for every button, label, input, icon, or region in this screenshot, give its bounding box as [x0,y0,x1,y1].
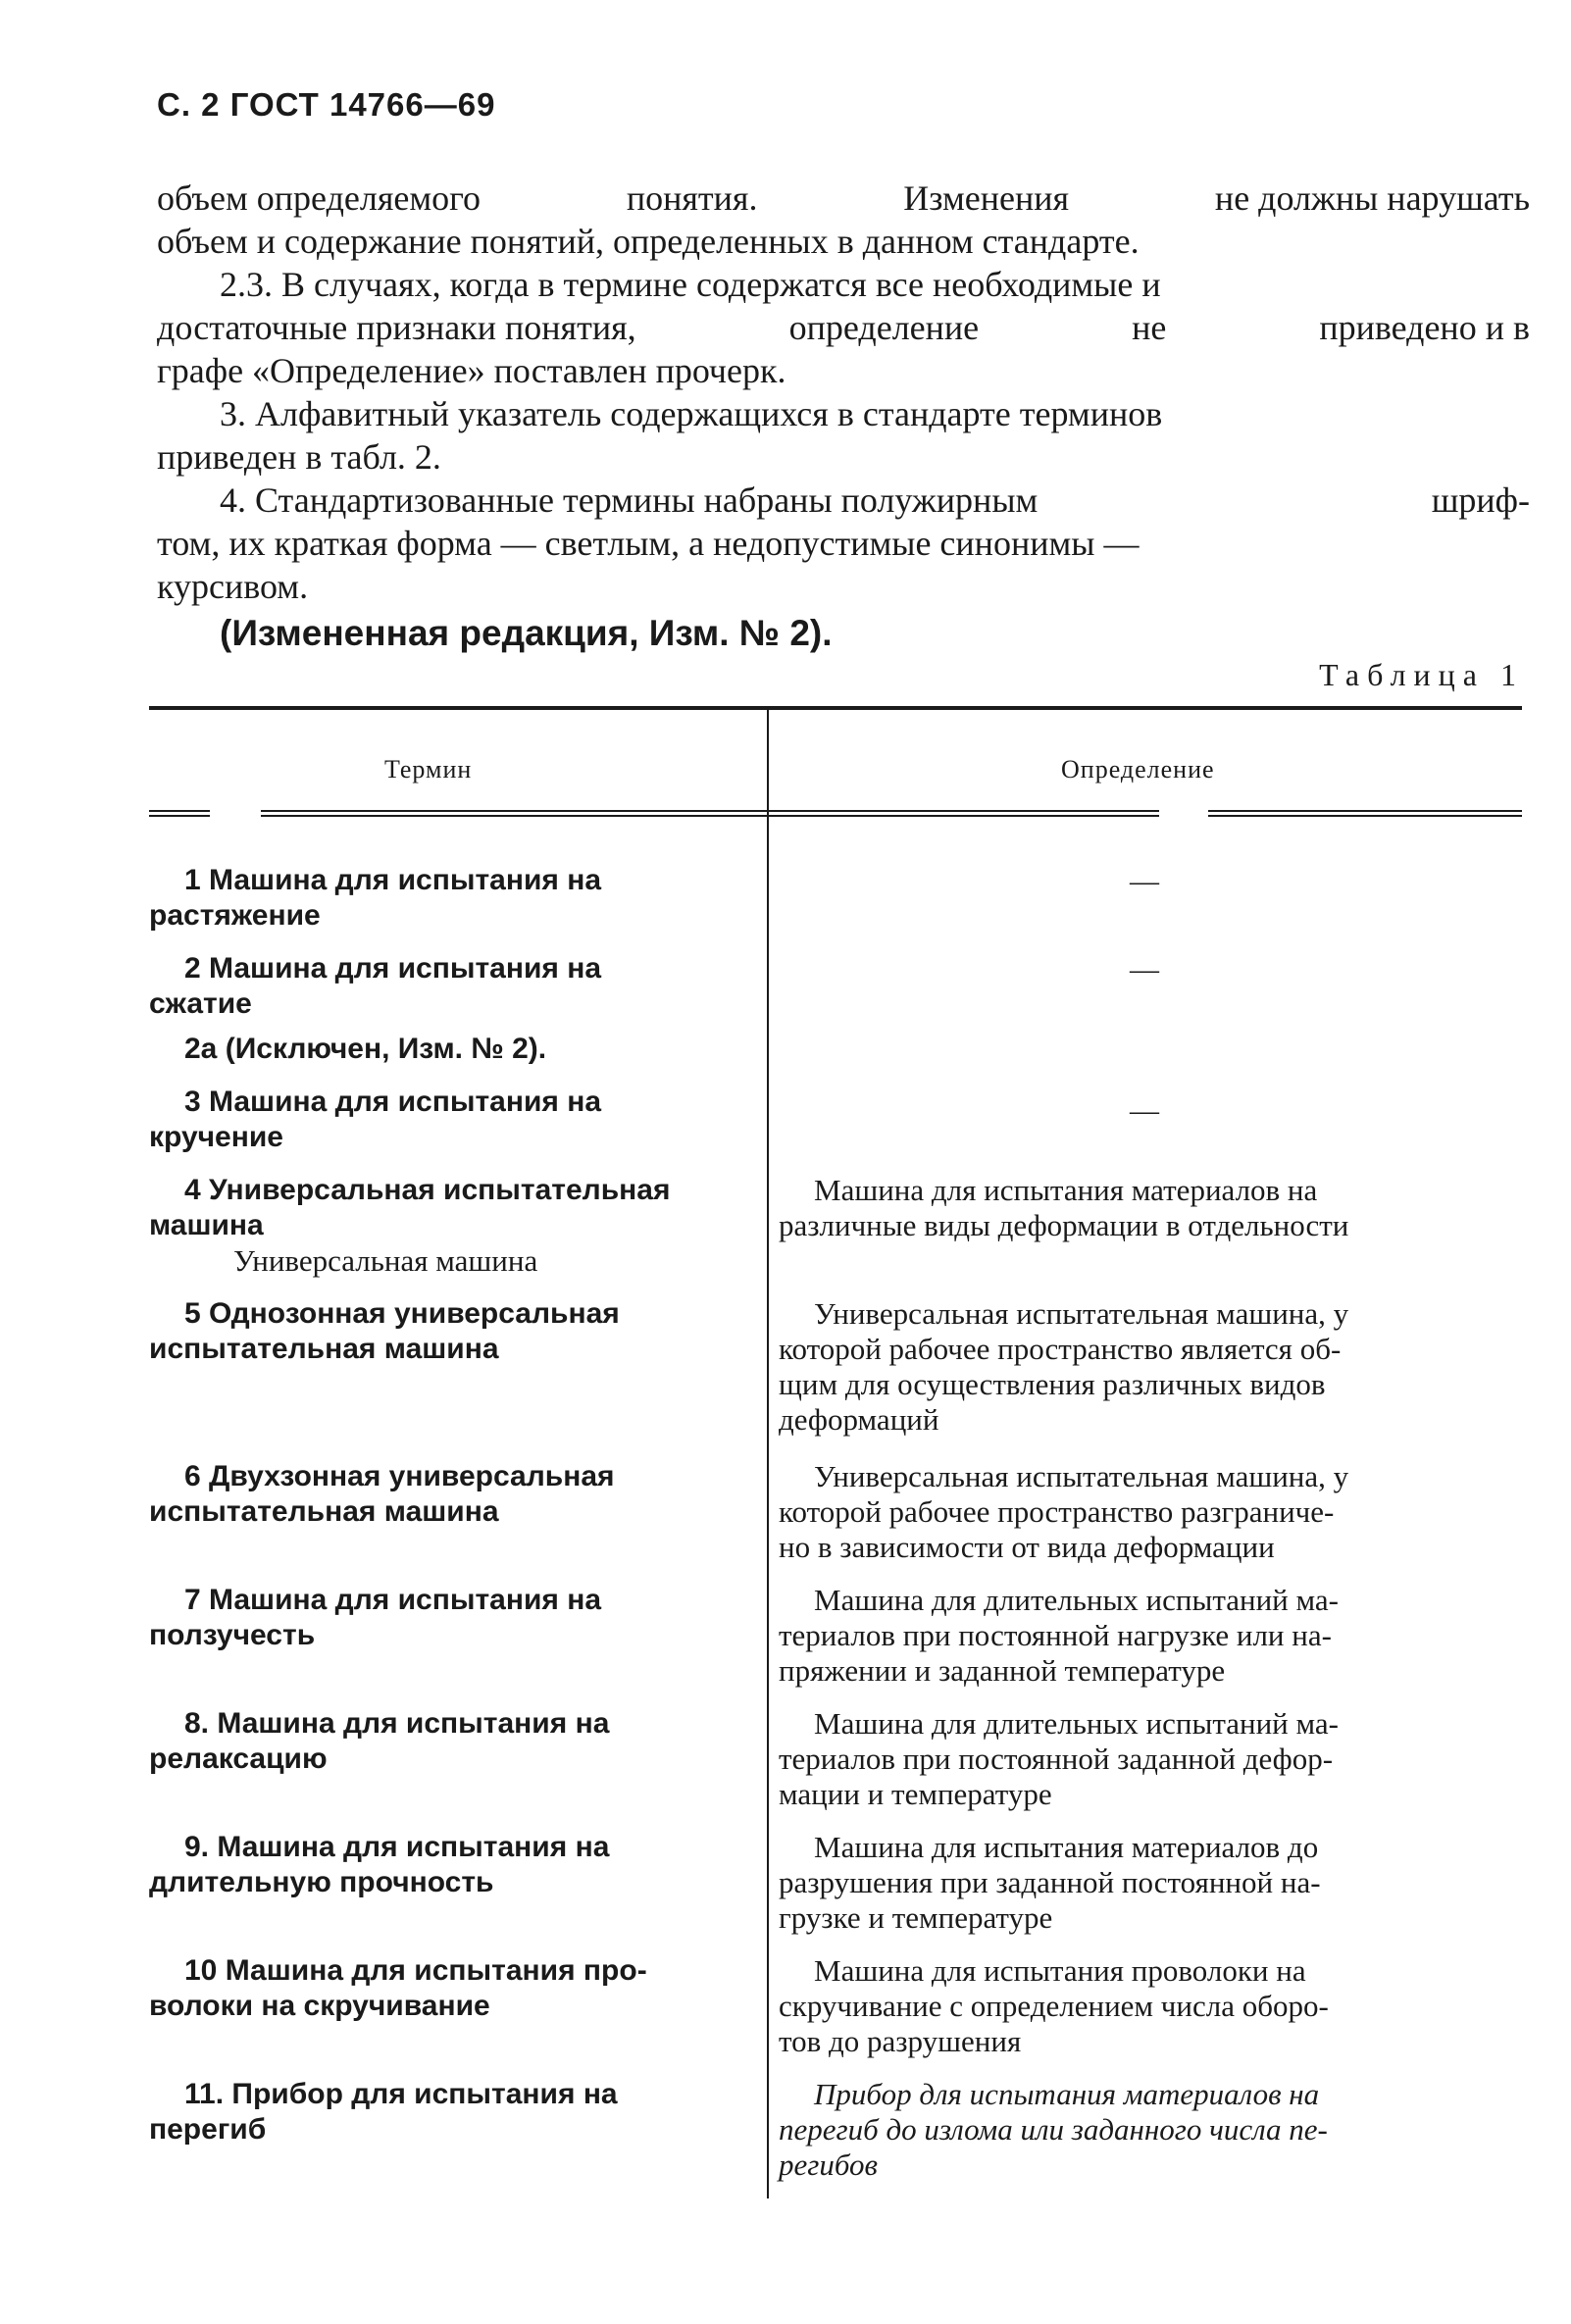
term-line: 11. Прибор для испытания на [184,2078,618,2110]
header-separator [149,810,210,817]
intro-line: 3. Алфавитный указатель содержащихся в стандарте терминов [220,394,1163,433]
text-fragment: не [1132,308,1167,347]
page-header: С. 2 ГОСТ 14766—69 [157,86,496,123]
text-fragment: определение [788,308,980,347]
intro-line: курсивом. [157,567,309,606]
term-line: кручение [149,1121,283,1153]
text-fragment: шриф- [1431,480,1530,520]
definition-cell [779,1459,1516,1565]
def-line: но в зависимости от вида деформации [779,1530,1275,1564]
term-line: 2 Машина для испытания на [184,952,602,985]
definition-cell [779,1706,1516,1812]
term-cell [149,1459,728,1530]
def-line: Машина для длительных испытаний ма- [814,1706,1340,1741]
term-cell [149,1953,728,2024]
header-separator [1208,810,1522,817]
text-fragment: объем определяемого [157,178,481,218]
definition-cell [779,1953,1516,2059]
term-line: 1 Машина для испытания на [184,864,602,896]
term-line: 4 Универсальная испытательная [184,1174,671,1206]
term-line: 5 Однозонная универсальная [184,1297,620,1330]
def-line: скручивание с определением числа оборо- [779,1989,1329,2023]
term-line: 3 Машина для испытания на [184,1086,602,1118]
def-line: которой рабочее пространство разграниче- [779,1494,1335,1529]
term-line: 10 Машина для испытания про- [184,1954,647,1987]
term-line: 8. Машина для испытания на [184,1707,610,1740]
term-line: испытательная машина [149,1333,499,1365]
def-line: грузке и температуре [779,1900,1053,1935]
term-cell [149,1830,728,1900]
term-cell [149,1706,728,1777]
column-header-term: Термин [384,755,473,783]
intro-text [157,177,1530,608]
text-fragment: понятия. [626,178,758,218]
term-cell [149,1085,728,1155]
intro-line: графе «Определение» поставлен прочерк. [157,351,786,390]
def-line: регибов [779,2147,878,2182]
term-cell [149,1296,728,1367]
term-line: волоки на скручивание [149,1990,490,2022]
term-cell [149,1173,728,1279]
def-line: Машина для длительных испытаний ма- [814,1583,1340,1617]
def-line: перегиб до излома или заданного числа пе- [779,2112,1328,2147]
def-line: разрушения при заданной постоянной на- [779,1865,1321,1899]
intro-line: объем и содержание понятий, определенных в данном стандарте. [157,222,1140,261]
def-line: деформаций [779,1402,939,1437]
term-line: машина [149,1209,264,1241]
definition-cell: — [1130,1094,1159,1127]
def-line: Машина для испытания материалов до [814,1830,1319,1864]
definition-cell [779,1173,1516,1243]
intro-line [157,177,1530,220]
term-line: ползучесть [149,1619,316,1651]
intro-line: приведен в табл. 2. [157,437,441,477]
term-line: релаксацию [149,1743,328,1775]
definition-cell: — [1130,953,1159,985]
term-cell [149,951,728,1022]
term-line: 7 Машина для испытания на [184,1584,602,1616]
term-cell [149,1583,728,1653]
intro-line [157,306,1530,349]
def-line: Универсальная испытательная машина, у [814,1459,1349,1493]
term-short-form: Универсальная машина [233,1243,538,1278]
table-column-divider [767,708,769,2198]
term-line: перегиб [149,2113,267,2146]
text-fragment: достаточные признаки понятия, [157,308,636,347]
term-line: сжатие [149,987,252,1020]
def-line: пряжении и заданной температуре [779,1653,1226,1688]
def-line: мации и температуре [779,1777,1052,1811]
header-separator [261,810,1159,817]
term-line: 9. Машина для испытания на [184,1831,610,1863]
text-fragment: приведено и в [1319,308,1530,347]
term-line: испытательная машина [149,1495,499,1528]
term-line: 6 Двухзонная универсальная [184,1460,615,1492]
definition-cell [779,1583,1516,1689]
text-fragment: 4. Стандартизованные термины набраны полужирным [220,480,1039,520]
term-line: растяжение [149,899,321,932]
def-line: Универсальная испытательная машина, у [814,1296,1349,1331]
def-line: щим для осуществления различных видов [779,1367,1326,1401]
column-header-definition: Определение [1061,755,1215,783]
def-line: Машина для испытания проволоки на [814,1953,1306,1988]
intro-line: том, их краткая форма — светлым, а недопустимые синонимы — [157,524,1140,563]
table-top-rule [149,706,1522,710]
definition-cell [779,2077,1516,2183]
def-line: различные виды деформации в отдельности [779,1208,1349,1242]
term-line: длительную прочность [149,1866,494,1898]
def-line: тов до разрушения [779,2024,1022,2058]
term-line: 2а (Исключен, Изм. № 2). [184,1033,547,1065]
definition-cell: — [1130,865,1159,897]
def-line: Машина для испытания материалов на [814,1173,1318,1207]
intro-line [157,479,1530,522]
def-line: которой рабочее пространство является об- [779,1332,1342,1366]
intro-line: 2.3. В случаях, когда в термине содержатся все необходимые и [220,265,1161,304]
def-line: териалов при постоянной нагрузке или на- [779,1618,1332,1652]
def-line: Прибор для испытания материалов на [814,2077,1320,2111]
term-cell [149,1032,728,1067]
definition-cell [779,1830,1516,1936]
edition-note: (Измененная редакция, Изм. № 2). [220,613,833,653]
text-fragment: Изменения [903,178,1070,218]
def-line: териалов при постоянной заданной дефор- [779,1742,1334,1776]
term-cell [149,2077,728,2147]
definition-cell [779,1296,1516,1438]
text-fragment: не должны нарушать [1214,178,1530,218]
table-caption: Таблица 1 [1319,657,1524,692]
term-cell [149,863,728,934]
